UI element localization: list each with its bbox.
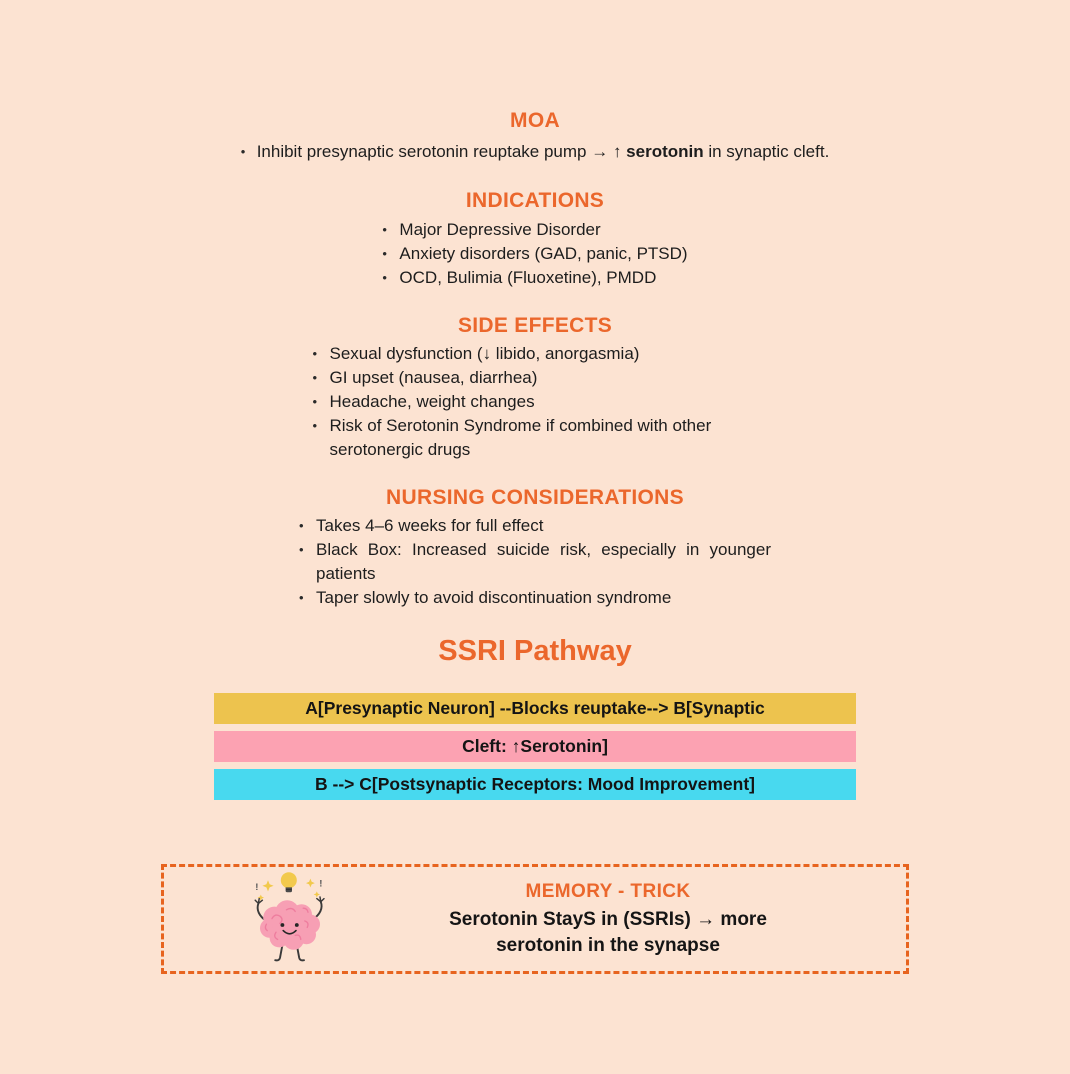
- moa-title: MOA: [510, 109, 560, 132]
- list-item: • Anxiety disorders (GAD, panic, PTSD): [382, 242, 687, 266]
- pathway-title: SSRI Pathway: [438, 635, 632, 667]
- list-item: • Risk of Serotonin Syndrome if combined with other serotonergic drugs: [313, 414, 758, 462]
- side-effects-list: [313, 342, 758, 462]
- list-item: • Takes 4–6 weeks for full effect: [299, 514, 771, 538]
- svg-text:!: !: [319, 878, 323, 890]
- moa-bullet-post: in synaptic cleft.: [703, 142, 830, 161]
- pathway-diagram: [214, 693, 856, 800]
- svg-text:!: !: [255, 881, 259, 893]
- memory-trick-text: Serotonin StayS in (SSRIs) → more serotonin in the synapse: [449, 908, 767, 956]
- memory-trick-title: MEMORY - TRICK: [525, 880, 691, 902]
- nursing-title: NURSING CONSIDERATIONS: [386, 486, 684, 509]
- list-item: • Black Box: Increased suicide risk, especially in younger patients: [299, 538, 771, 586]
- moa-bullet-bold: serotonin: [626, 142, 704, 161]
- memory-trick-content: [340, 880, 906, 959]
- happy-brain-icon: [236, 867, 340, 967]
- list-item: • GI upset (nausea, diarrhea): [313, 366, 758, 390]
- bullet-dot: •: [240, 144, 246, 159]
- pathway-bar-cleft: Cleft: ↑Serotonin]: [214, 731, 856, 762]
- pathway-bar-presynaptic: A[Presynaptic Neuron] --Blocks reuptake--> B[Synaptic: [214, 693, 856, 724]
- section-moa: [241, 110, 830, 164]
- indications-list: [382, 218, 687, 290]
- side-effects-title: SIDE EFFECTS: [457, 314, 613, 337]
- section-indications: [382, 190, 687, 290]
- memory-trick-box: [161, 864, 909, 974]
- section-nursing-considerations: [299, 487, 771, 610]
- list-item: • Sexual dysfunction (↓ libido, anorgasmia): [313, 342, 758, 366]
- list-item: • OCD, Bulimia (Fluoxetine), PMDD: [382, 266, 687, 290]
- moa-bullet-pre: Inhibit presynaptic serotonin reuptake pump → ↑: [256, 142, 627, 161]
- list-item: • Headache, weight changes: [313, 390, 758, 414]
- pathway-bar-postsynaptic: B --> C[Postsynaptic Receptors: Mood Improvement]: [214, 769, 856, 800]
- moa-bullet: [241, 140, 830, 164]
- list-item: • Major Depressive Disorder: [382, 218, 687, 242]
- nursing-list: [299, 514, 771, 610]
- indications-title: INDICATIONS: [465, 189, 605, 212]
- section-side-effects: [313, 315, 758, 462]
- list-item: • Taper slowly to avoid discontinuation syndrome: [299, 586, 771, 610]
- brain-mascot-illustration: [236, 867, 340, 972]
